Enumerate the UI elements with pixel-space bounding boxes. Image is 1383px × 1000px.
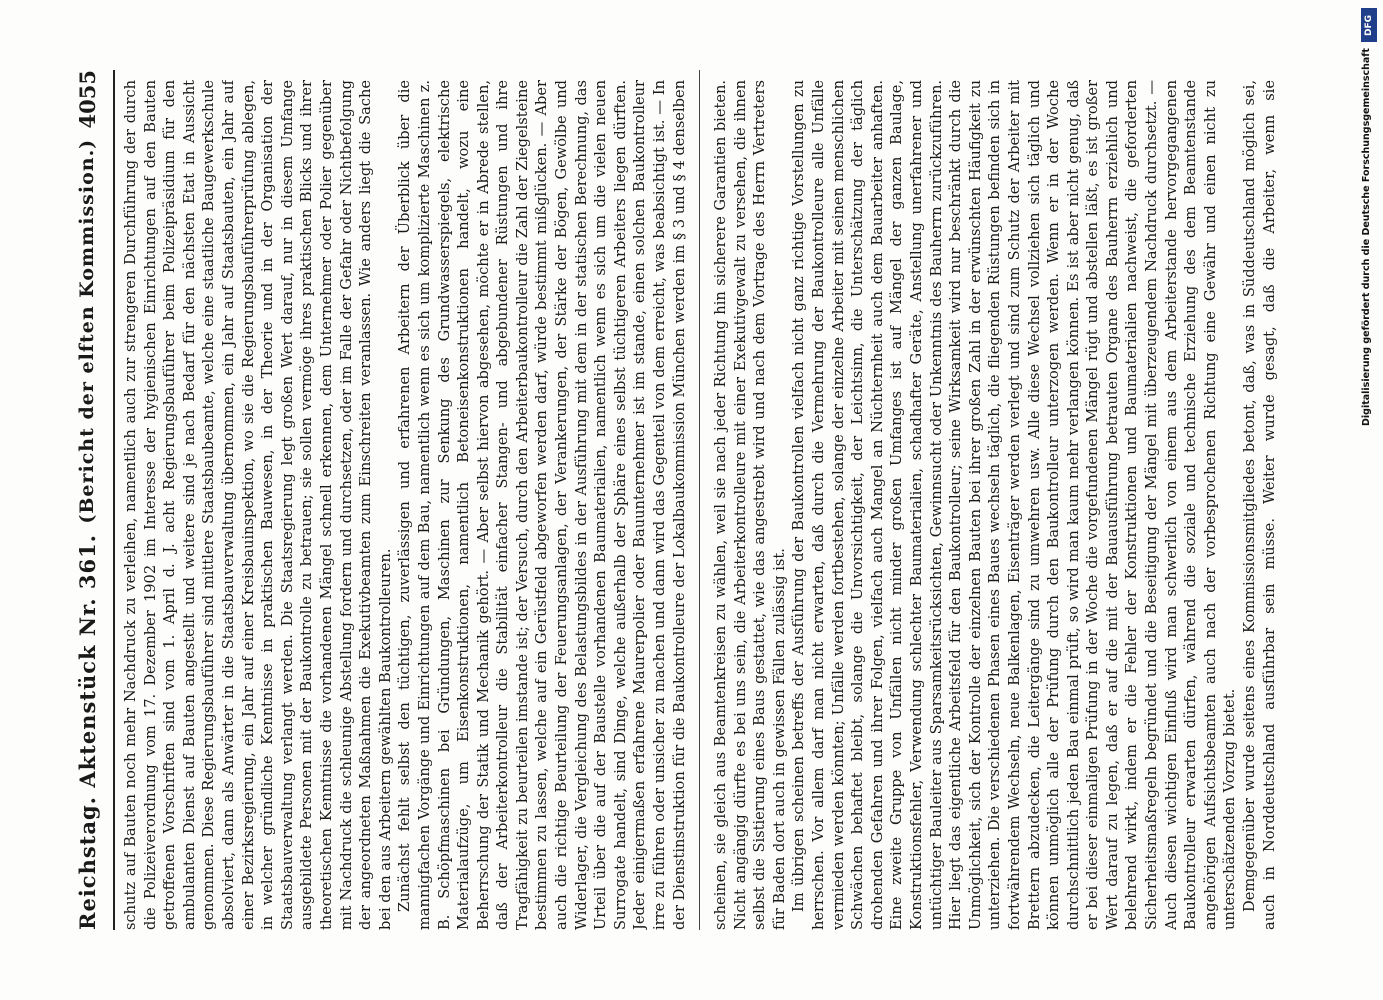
header-section-title: (Bericht der elften Kommission.) [76, 138, 98, 524]
dfg-logo: DFG [1361, 8, 1377, 42]
paragraph: schutz auf Bauten noch mehr Nachdruck zu verleihen, namentlich auch zur strengeren Durchführung der durch die Polizeiverordnung vom 17. Dezember 1902 im Interesse der hygienischen Einrichtungen auf den Bauten getroffenen Vorschriften sind vom 1. April d. J. acht Regierungsbauführer beim Polizeipräsidium für den ambulanten Dienst auf Bauten angestellt und weitere sind je nach Bedarf für den nächsten Etat in Aussicht genommen. Diese Regierungsbauführer sind mittlere Staatsbaubeamte, welche eine staatliche Baugewerkschule absolviert, dann als Anwärter in die Staatsbauverwaltung übernommen, ein Jahr auf Staatsbauten, ein Jahr auf einer Bezirksregierung, ein Jahr auf einer Kreisbauinspektion, wo sie die Regierungsbauführerprüfung ablegen, in welcher gründliche Kenntnisse in praktischen Bauwesen, in der Theorie und in der Organisation der Staatsbauverwaltung verlangt werden. Die Staatsregierung legt großen Wert darauf, nur in diesem Umfange ausgebildete Personen mit der Baukontrolle zu betrauen; sie sollen vermöge ihres praktischen Blicks und ihrer theoretischen Kenntnisse die vorhandenen Mängel schnell erkennen, dem Unternehmer oder Polier gegenüber mit Nachdruck die schleunige Abstellung fordern und durchsetzen, oder im Falle der Gefahr oder Nichtbefolgung der angeordneten Maßnahmen die Exekutivbeamten zum Einschreiten veranlassen. Wie anders liegt die Sache bei den aus Arbeitern gewählten Baukontrolleuren. [122, 80, 394, 930]
text-column-right [711, 80, 1281, 930]
paragraph: Im übrigen scheinen betreffs der Ausführung der Baukontrollen vielfach nicht ganz richtige Vorstellungen zu herrschen. Vor allem darf man nicht erwarten, daß durch die Vermehrung der Baukontrolleure alle Unfälle vermieden werden könnten; Unfälle werden fortbestehen, solange der einzelne Arbeiter mit seinen menschlichen Schwächen behaftet bleibt, solange die Unvorsichtigkeit, der Leichtsinn, die Unterschätzung der täglich drohenden Gefahren und ihrer Folgen, vielfach auch Mangel an Nüchternheit auch dem Bauarbeiter anhaften. Eine zweite Gruppe von Unfällen nicht minder großen Umfanges ist auf Mängel der ganzen Baulage, Konstruktionsfehler, Verwendung schlechter Baumaterialien, schadhafter Geräte, Anstellung unerfahrener und untüchtiger Bauleiter aus Sparsamkeitsrücksichten, Gewinnsucht oder Unkenntnis des Bauherrn zurückzuführen. Hier liegt das eigentliche Arbeitsfeld für den Baukontrolleur; seine Wirksamkeit wird nur beschränkt durch die Unmöglichkeit, sich der Kontrolle der einzelnen Bauten bei ihrer großen Zahl in der erwünschten Häufigkeit zu unterziehen. Die verschiedenen Phasen eines Baues wechseln täglich, die fliegenden Rüstungen befinden sich in fortwährendem Wechseln, neue Balkenlagen, Eisenträger werden verlegt und sind zum Schutz der Arbeiter mit Brettern abzudecken, die Leitergänge sind zu umwehren usw. Alle diese Wechsel vollziehen sich täglich und können unmöglich alle der Prüfung durch den Baukontrolleur unterzogen werden. Wenn er in der Woche durchschnittlich jeden Bau einmal prüft, so wird man kaum mehr verlangen können. Es ist aber nicht genug, daß er bei dieser einmaligen Prüfung in der Woche die vorgefundenen Mängel rügt und abstellen läßt, es ist großer Wert darauf zu legen, daß er auf die mit der Bauausführung betrauten Organe des Bauherrn erziehlich und belehrend wirkt, indem er die Fehler der Konstruktionen und Baumaterialien nachweist, die geforderten Sicherheitsmaßregeln begründet und die Beseitigung der Mängel mit überzeugendem Nachdruck durchsetzt. — Auch diesen wichtigen Einfluß wird man schwerlich von einem aus dem Arbeiterstande hervorgegangenen Baukontrolleur erwarten dürfen, während die soziale und technische Erziehung des dem Beamtenstande angehörigen Aufsichtsbeamten auch nach der vorbesprochenen Richtung eine Gewähr und einen nicht zu unterschätzenden Vorzug bietet. [790, 80, 1239, 930]
text-columns [121, 70, 1291, 930]
paragraph: Zunächst fehlt selbst den tüchtigen, zuverlässigen und erfahrenen Arbeitern der Überblick über die mannigfachen Vorgänge und Einrichtungen auf dem Bau, namentlich wenn es sich um komplizierte Maschinen z. B. Schöpfmaschinen bei Gründungen, Maschinen zur Senkung des Grundwasserspiegels, elektrische Materialaufzüge, um Eisenkonstruktionen, namentlich Betoneisenkonstruktionen handelt, wozu eine Beherrschung der Statik und Mechanik gehört. — Aber selbst hiervon abgesehen, möchte er in Abrede stellen, daß der Arbeiterkontrolleur die Stabilität einfacher Stangen- und abgebundener Rüstungen und ihre Tragfähigkeit zu beurteilen imstande ist; der Versuch, durch den Arbeiterbaukontrolleur die Zahl der Ziegelsteine bestimmen zu lassen, welche auf ein Gerüstfeld abgeworfen werden darf, würde bestimmt mißglücken. — Aber auch die richtige Beurteilung der Feuerungsanlagen, der Verankerungen, der Stärke der Bögen, Gewölbe und Widerlager, die Vergleichung des Belastungsbildes in der Ausführung mit dem in der statischen Berechnung, das Urteil über die auf der Baustelle vorhandenen Baumaterialien, namentlich wenn es sich um die vielen neuen Surrogate handelt, sind Dinge, welche außerhalb der Sphäre eines selbst tüchtigeren Arbeiters liegen dürften. Jeder einigermaßen erfahrene Maurerpolier oder Bauunternehmer ist im stande, einen solchen Baukontrolleur irre zu führen oder unsicher zu machen und dann wird das Gegenteil von dem erreicht, was beabsichtigt ist. — In der Dienstinstruktion für die Baukontrolleure der Lokalbaukommission München werden im § 3 und § 4 denselben [396, 80, 688, 930]
paragraph: scheinen, sie gleich aus Beamtenkreisen zu wählen, weil sie nach jeder Richtung hin sicherere Garantien bieten. Nicht angängig dürfte es bei uns sein, die Arbeiterkontrolleure mit einer Exekutivgewalt zu versehen, die ihnen selbst die Sistierung eines Baus gestattet, wie das angestrebt wird und nach dem Vortrage des Herrn Vertreters für Baden dort auch in gewissen Fällen zulässig ist. [712, 80, 788, 930]
funding-credit: Digitalisierung gefördert durch die Deutsche Forschungsgemeinschaft [1361, 48, 1372, 426]
column-divider [699, 70, 700, 930]
paragraph: Demgegenüber wurde seitens eines Kommissionsmitgliedes betont, daß, was in Süddeutschland möglich sei, auch in Norddeutschland ausführbar sein müsse. Weiter wurde gesagt, daß die Arbeiter, wenn sie [1241, 80, 1278, 930]
page-number: 4055 [74, 70, 100, 129]
header-publication-title: Reichstag. Aktenstück Nr. 361. [74, 534, 100, 930]
page-header [61, 70, 115, 930]
text-column-left [121, 80, 691, 930]
funding-sidebar [1359, 8, 1381, 768]
rotated-page-content [61, 70, 1301, 930]
